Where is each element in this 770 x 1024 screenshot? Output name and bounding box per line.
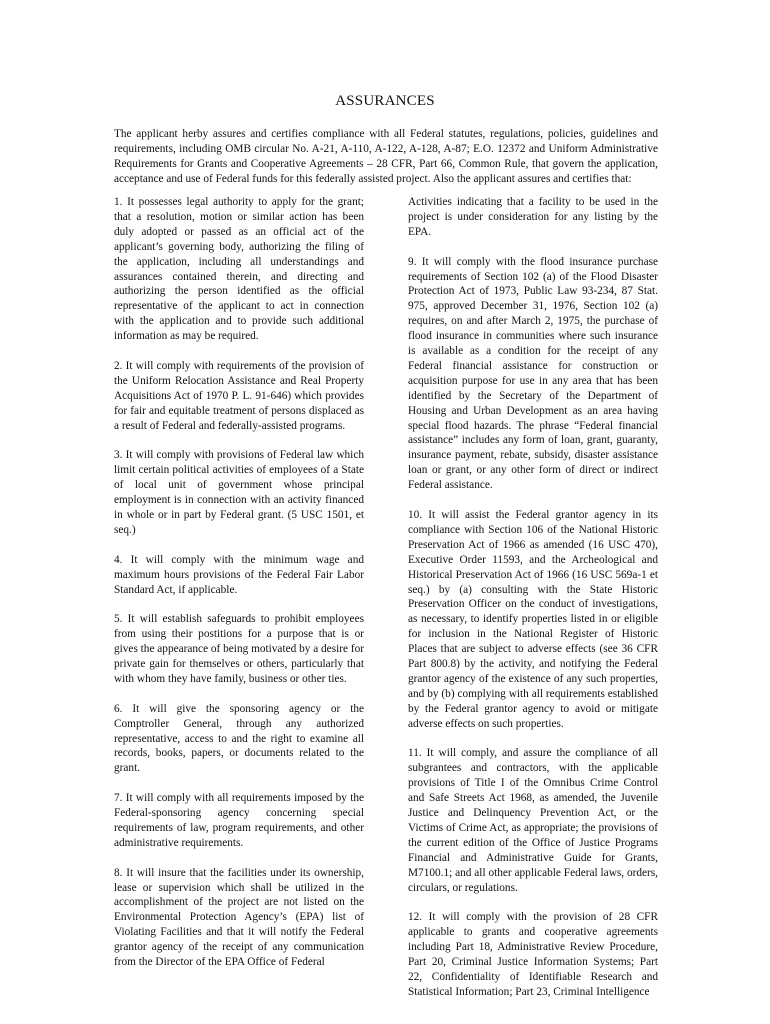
- right-column: [408, 195, 658, 1000]
- assurance-item-6: 6. It will give the sponsoring agency or the Comptroller General, through any authorized representative, access to and the right to examine all records, books, papers, or documents related to the grant.: [114, 702, 364, 775]
- assurance-item-9: 9. It will comply with the flood insurance purchase requirements of Section 102 (a) of the Flood Disaster Protection Act of 1973, Public Law 93-234, 87 Stat. 975, approved December 31, 1976, Section 102 (a) requires, on and after March 2, 1975, the purchase of flood insurance in communities where such insurance is available as a condition for the receipt of any Federal financial assistance for construction or acquisition purpose for use in any area that has been identified by the Secretary of the Department of Housing and Urban Development as an area having special flood hazards. The phrase “Federal financial assistance” includes any form of loan, grant, guaranty, insurance payment, rebate, subsidy, disaster assistance loan or grant, or any other form of direct or indirect Federal assistance.: [408, 255, 658, 492]
- assurance-item-3: 3. It will comply with provisions of Federal law which limit certain political activities of employees of a State of local unit of government whose principal employment is in connection with an activity financed in whole or in part by Federal grant. (5 USC 1501, et seq.): [114, 449, 364, 536]
- assurance-item-1: 1. It possesses legal authority to apply for the grant; that a resolution, motion or similar action has been duly adopted or passed as an official act of the applicant’s governing body, authorizing the filing of the application, including all understandings and assurances contained therein, and directing and authorizing the person identified as the official representative of the applicant to act in connection with the application and to provide such additional information as may be required.: [114, 196, 364, 343]
- assurance-item-11: 11. It will comply, and assure the compliance of all subgrantees and contractors, with the applicable provisions of Title I of the Omnibus Crime Control and Safe Streets Act 1968, as amended, the Juvenile Justice and Delinquency Prevention Act, or the Victims of Crime Act, as appropriate; the provisions of the current edition of the Office of Justice Programs Financial and Administrative Guide for Grants, M7100.1; and all other applicable Federal laws, orders, circulars, or regulations.: [408, 747, 658, 894]
- assurance-item-2: 2. It will comply with requirements of the provision of the Uniform Relocation Assistance and Real Property Acquisitions Act of 1970 P. L. 91-646) which provides for fair and equitable treatment of persons displaced as a result of Federal and federally-assisted programs.: [114, 359, 364, 432]
- assurance-item-4: 4. It will comply with the minimum wage and maximum hours provisions of the Federal Fair Labor Standard Act, if applicable.: [114, 553, 364, 596]
- assurance-item-8-continued: Activities indicating that a facility to be used in the project is under consideration for any listing by the EPA.: [408, 196, 658, 238]
- page-title: ASSURANCES: [335, 93, 435, 109]
- left-column: [114, 195, 364, 970]
- assurance-item-7: 7. It will comply with all requirements imposed by the Federal-sponsoring agency concerning special requirements of law, program requirements, and other administrative requirements.: [114, 792, 364, 849]
- assurance-item-8: 8. It will insure that the facilities under its ownership, lease or supervision which shall be utilized in the accomplishment of the project are not listed on the Environmental Protection Agency’s (EPA) list of Violating Facilities and that it will notify the Federal grantor agency of the receipt of any communication from the Director of the EPA Office of Federal: [114, 866, 364, 969]
- assurance-item-10: 10. It will assist the Federal grantor agency in its compliance with Section 106 of the National Historic Preservation Act of 1966 as amended (16 USC 470), Executive Order 11593, and the Archeological and Historical Preservation Act of 1966 (16 USC 569a-1 et seq.) by (a) consulting with the State Historic Preservation Officer on the conduct of investigations, as necessary, to identify properties listed in or eligible for inclusion in the National Register of Historic Places that are subject to adverse effects (see 36 CFR Part 800.8) by the activity, and notifying the Federal grantor agency of the existence of any such properties, and by (b) complying with all requirements established by the Federal grantor agency to avoid or mitigate adverse effects on such properties.: [408, 509, 658, 730]
- intro-paragraph: The applicant herby assures and certifies compliance with all Federal statutes, regulations, policies, guidelines and requirements, including OMB circular No. A-21, A-110, A-122, A-128, A-87; E.O. 12372 and Uniform Administrative Requirements for Grants and Cooperative Agreements – 28 CFR, Part 66, Common Rule, that govern the application, acceptance and use of Federal funds for this federally assisted project. Also the applicant assures and certifies that:: [114, 128, 658, 185]
- assurance-item-12: 12. It will comply with the provision of 28 CFR applicable to grants and cooperative agreements including Part 18, Administrative Review Procedure, Part 20, Criminal Justice Information Systems; Part 22, Confidentiality of Identifiable Research and Statistical Information; Part 23, Criminal Intelligence: [408, 911, 658, 998]
- assurance-item-5: 5. It will establish safeguards to prohibit employees from using their postitions for a purpose that is or gives the appearance of being motivated by a desire for private gain for themselves or others, particularly that with whom they have family, business or other ties.: [114, 613, 364, 685]
